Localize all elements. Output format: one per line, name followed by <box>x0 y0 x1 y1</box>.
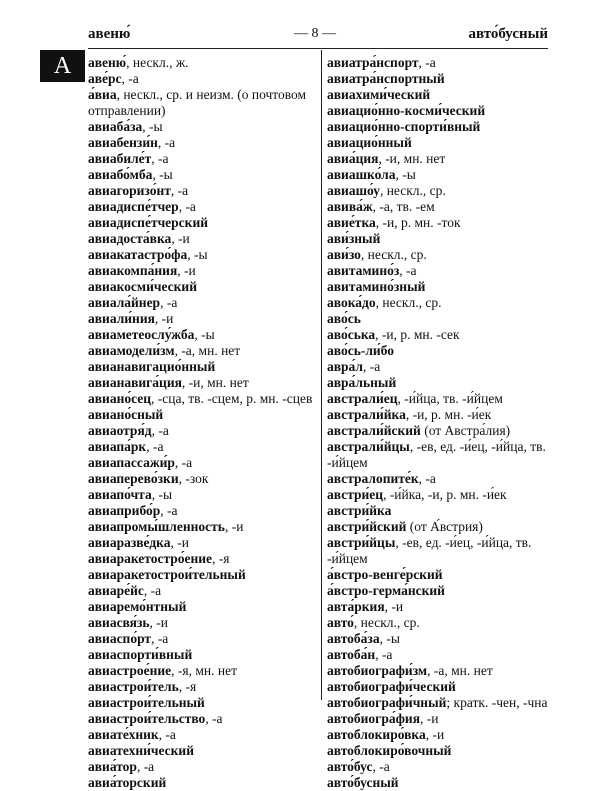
dictionary-entry <box>327 615 552 631</box>
headword: авиапассажи́р <box>88 455 175 470</box>
dictionary-entry <box>327 327 552 343</box>
dictionary-entry <box>327 439 552 471</box>
headword: австрали́йцы <box>327 439 410 454</box>
headword: авиаотря́д <box>88 423 152 438</box>
entry-grammar: , -а <box>146 439 164 454</box>
dictionary-entry <box>88 471 316 487</box>
entry-grammar: , -ы <box>379 631 400 646</box>
headword: авиаперево́зки <box>88 471 179 486</box>
entry-grammar: , -а <box>363 359 381 374</box>
entry-grammar: , -ы <box>151 487 173 502</box>
entry-grammar: (от А́встрия) <box>406 519 483 534</box>
dictionary-entry <box>88 375 316 391</box>
dictionary-entry <box>327 247 552 263</box>
entry-grammar: , -сца, тв. -сцем, р. мн. -сцев <box>151 391 313 406</box>
entry-grammar: , -а, мн. нет <box>174 343 241 358</box>
dictionary-entry <box>88 631 316 647</box>
dictionary-entry <box>327 359 552 375</box>
entry-grammar: , -и, мн. нет <box>378 151 446 166</box>
dictionary-entry <box>88 311 316 327</box>
entry-grammar: , нескл., ср. <box>360 247 427 262</box>
headword: аво́сь-ли́бо <box>327 343 394 358</box>
headword: авиацио́нно-спорти́вный <box>327 119 481 134</box>
entry-grammar: , -а <box>372 759 390 774</box>
entry-grammar: , -а <box>399 263 417 278</box>
header-left-word: авеню́ <box>88 26 131 42</box>
dictionary-entry <box>327 55 552 71</box>
dictionary-entry <box>327 471 552 487</box>
entry-grammar: (от Австра́лия) <box>420 423 511 438</box>
dictionary-entry <box>327 519 552 535</box>
dictionary-entry <box>88 727 316 743</box>
entry-grammar: , -а, мн. нет <box>427 663 493 678</box>
dictionary-entry <box>88 55 316 71</box>
headword: авиаре́йс <box>88 583 144 598</box>
headword: авитамино́зный <box>327 279 426 294</box>
dictionary-entry <box>327 231 552 247</box>
dictionary-entry <box>88 759 316 775</box>
left-column <box>88 55 316 791</box>
headword: авиашко́ла <box>327 167 396 182</box>
dictionary-entry <box>327 775 552 791</box>
entry-grammar: , -а <box>375 647 393 662</box>
headword: авиамодели́зм <box>88 343 175 358</box>
headword: авто́бусный <box>327 775 399 790</box>
headword: авра́л <box>327 359 363 374</box>
dictionary-entry <box>88 151 316 167</box>
headword: авиакомпа́ния <box>88 263 178 278</box>
dictionary-entry <box>88 231 316 247</box>
dictionary-entry <box>327 71 552 87</box>
headword: авиа́торский <box>88 775 167 790</box>
dictionary-entry <box>327 391 552 407</box>
dictionary-entry <box>88 295 316 311</box>
headword: авива́ж <box>327 199 373 214</box>
entry-grammar: , нескл., ср. и неизм. (о почтовом отправлении) <box>88 87 307 118</box>
entry-grammar: , -а <box>418 471 436 486</box>
headword: авианавигацио́нный <box>88 359 216 374</box>
headword: авто́ <box>327 615 354 630</box>
dictionary-entry <box>88 695 316 711</box>
dictionary-entry <box>327 151 552 167</box>
page-number: — 8 — <box>294 26 336 41</box>
entry-grammar: , -ев, ед. -и́ец, -и́йца, тв. -и́йцем <box>327 535 532 566</box>
entry-grammar: , -а <box>170 183 189 198</box>
headword: авиали́ния <box>88 311 155 326</box>
headword: авра́льный <box>327 375 397 390</box>
dictionary-entry <box>327 487 552 503</box>
dictionary-entry <box>327 663 552 679</box>
dictionary-entry <box>327 343 552 359</box>
dictionary-entry <box>88 119 316 135</box>
entry-grammar: , нескл., ср. <box>375 295 442 310</box>
entry-grammar: , -и́йка, -и, р. мн. -и́ек <box>383 487 507 502</box>
dictionary-entry <box>88 775 316 791</box>
entry-grammar: , -а <box>178 199 196 214</box>
dictionary-entry <box>88 711 316 727</box>
entry-grammar: , -ы <box>395 167 416 182</box>
headword: автоблокиро́вочный <box>327 743 452 758</box>
headword: авиа́ция <box>327 151 379 166</box>
dictionary-entry <box>88 663 316 679</box>
headword: авиа́тор <box>88 759 137 774</box>
headword: авиаба́за <box>88 119 143 134</box>
dictionary-entry <box>88 279 316 295</box>
headword: авока́до <box>327 295 376 310</box>
headword: ави́зо <box>327 247 361 262</box>
headword: авиано́сный <box>88 407 164 422</box>
entry-grammar: ; кратк. -чен, -чна <box>446 695 548 710</box>
dictionary-entry <box>88 263 316 279</box>
dictionary-entry <box>88 423 316 439</box>
entry-grammar: , -а <box>174 455 193 470</box>
dictionary-entry <box>88 407 316 423</box>
headword: авто́бус <box>327 759 373 774</box>
entry-grammar: , -и, р. мн. -ток <box>375 215 461 230</box>
dictionary-entry <box>327 599 552 615</box>
headword: авиатра́нспортный <box>327 71 445 86</box>
entry-grammar: , -и <box>224 519 244 534</box>
entry-grammar: , -ев, ед. -и́ец, -и́йца, тв. -и́йцем <box>327 439 546 470</box>
dictionary-entry <box>327 183 552 199</box>
dictionary-entry <box>88 327 316 343</box>
dictionary-entry <box>327 759 552 775</box>
headword: авиаракетостро́ение <box>88 551 213 566</box>
headword: авта́ркия <box>327 599 385 614</box>
headword: австри́йцы <box>327 535 396 550</box>
headword: авиатра́нспорт <box>327 55 419 70</box>
dictionary-entry <box>327 743 552 759</box>
headword: авиаметеослу́жба <box>88 327 195 342</box>
section-letter: А <box>40 50 85 82</box>
headword: австрали́йка <box>327 407 406 422</box>
entry-grammar: , -а <box>151 631 169 646</box>
headword: авеню́ <box>88 55 127 70</box>
headword: авиахими́ческий <box>327 87 431 102</box>
headword: авиакосми́ческий <box>88 279 197 294</box>
headword: авиаракетострои́тельный <box>88 567 246 582</box>
dictionary-entry <box>88 551 316 567</box>
headword: авиаспо́рт <box>88 631 152 646</box>
dictionary-entry <box>327 311 552 327</box>
entry-grammar: , -и, р. мн. -сек <box>375 327 460 342</box>
dictionary-entry <box>88 519 316 535</box>
headword: авианавига́ция <box>88 375 182 390</box>
dictionary-entry <box>88 647 316 663</box>
entry-grammar: , -ы <box>194 327 215 342</box>
headword: авие́тка <box>327 215 376 230</box>
dictionary-entry <box>88 247 316 263</box>
dictionary-entry <box>327 295 552 311</box>
headword: австри́ец <box>327 487 384 502</box>
headword: австралопите́к <box>327 471 419 486</box>
headword: авиастрои́тельный <box>88 695 205 710</box>
headword: автобиогра́фия <box>327 711 420 726</box>
dictionary-entry <box>88 359 316 375</box>
dictionary-entry <box>327 375 552 391</box>
dictionary-entry <box>327 567 552 583</box>
headword: аво́сь <box>327 311 361 326</box>
entry-grammar: , -а <box>151 423 169 438</box>
dictionary-entry <box>88 487 316 503</box>
entry-grammar: , -а <box>158 727 176 742</box>
entry-grammar: , -и <box>177 263 196 278</box>
dictionary-entry <box>327 503 552 519</box>
dictionary-entry <box>88 679 316 695</box>
entry-grammar: , -и, р. мн. -и́ек <box>405 407 492 422</box>
entry-grammar: , -а <box>418 55 436 70</box>
headword: авиала́йнер <box>88 295 161 310</box>
entry-grammar: , -и, мн. нет <box>181 375 249 390</box>
dictionary-entry <box>327 135 552 151</box>
dictionary-entry <box>327 215 552 231</box>
entry-grammar: , -и <box>420 711 439 726</box>
column-divider <box>321 50 322 700</box>
entry-grammar: , -ы <box>152 167 173 182</box>
entry-grammar: , -и <box>171 231 190 246</box>
headword: а́виа <box>88 87 117 102</box>
headword: авиаразве́дка <box>88 535 171 550</box>
dictionary-entry <box>88 135 316 151</box>
headword: автоба́н <box>327 647 376 662</box>
headword: аве́рс <box>88 71 122 86</box>
headword: авиаприбо́р <box>88 503 161 518</box>
headword: авиадиспе́тчерский <box>88 215 209 230</box>
dictionary-entry <box>88 87 316 119</box>
entry-grammar: , -а <box>160 503 178 518</box>
headword: авиаремо́нтный <box>88 599 187 614</box>
headword: авиапромы́шленность <box>88 519 225 534</box>
entry-grammar: , -и <box>149 615 169 630</box>
entry-grammar: , -а <box>151 151 169 166</box>
headword: авиабиле́т <box>88 151 152 166</box>
entry-grammar: , -и <box>154 311 174 326</box>
headword: авиацио́нно-косми́ческий <box>327 103 486 118</box>
dictionary-entry <box>327 695 552 711</box>
headword: а́встро-герма́нский <box>327 583 445 598</box>
dictionary-entry <box>88 183 316 199</box>
headword: австри́йский <box>327 519 407 534</box>
dictionary-entry <box>327 263 552 279</box>
dictionary-entry <box>88 167 316 183</box>
dictionary-entry <box>88 343 316 359</box>
dictionary-entry <box>88 71 316 87</box>
dictionary-entry <box>88 743 316 759</box>
headword: австрали́ец <box>327 391 398 406</box>
headword: авиастрое́ние <box>88 663 172 678</box>
headword: авиадоста́вка <box>88 231 172 246</box>
dictionary-entry <box>327 631 552 647</box>
dictionary-entry <box>327 167 552 183</box>
dictionary-entry <box>327 583 552 599</box>
headword: авиабо́мба <box>88 167 153 182</box>
headword: авиапо́чта <box>88 487 152 502</box>
dictionary-entry <box>327 535 552 567</box>
headword: авиакатастро́фа <box>88 247 188 262</box>
dictionary-entry <box>88 455 316 471</box>
headword: автобиографи́зм <box>327 663 428 678</box>
entry-grammar: , -я <box>212 551 230 566</box>
headword: авиагоризо́нт <box>88 183 171 198</box>
dictionary-entry <box>327 279 552 295</box>
entry-grammar: , -а <box>121 71 139 86</box>
dictionary-entry <box>88 391 316 407</box>
headword: а́встро-венге́рский <box>327 567 443 582</box>
entry-grammar: , -и <box>170 535 189 550</box>
headword: авиасвя́зь <box>88 615 150 630</box>
entry-grammar: , нескл., ср. <box>353 615 420 630</box>
entry-grammar: , нескл., ж. <box>126 55 189 70</box>
headword: автоба́за <box>327 631 380 646</box>
headword: ави́зный <box>327 231 381 246</box>
page-header <box>88 26 548 46</box>
headword: авиабензи́н <box>88 135 158 150</box>
dictionary-entry <box>327 199 552 215</box>
entry-grammar: , -а <box>143 583 162 598</box>
entry-grammar: , -я, мн. нет <box>171 663 237 678</box>
header-rule <box>88 48 548 49</box>
headword: автобиографи́чный <box>327 695 447 710</box>
headword: авиано́сец <box>88 391 152 406</box>
dictionary-entry <box>88 615 316 631</box>
dictionary-entry <box>88 439 316 455</box>
headword: авиаспорти́вный <box>88 647 193 662</box>
entry-grammar: , -ы <box>142 119 163 134</box>
dictionary-entry <box>88 199 316 215</box>
headword: авиастрои́тельство <box>88 711 206 726</box>
headword: авитамино́з <box>327 263 400 278</box>
dictionary-entry <box>88 503 316 519</box>
entry-grammar: , -а <box>205 711 223 726</box>
headword: авиашо́у <box>327 183 380 198</box>
headword: авиадиспе́тчер <box>88 199 179 214</box>
entry-grammar: , -зок <box>178 471 209 486</box>
entry-grammar: , -а <box>136 759 155 774</box>
header-right-word: авто́бусный <box>468 26 548 42</box>
entry-grammar: , -а <box>157 135 176 150</box>
entry-grammar: , -я <box>178 679 197 694</box>
dictionary-entry <box>88 599 316 615</box>
headword: австри́йка <box>327 503 392 518</box>
entry-grammar: , -и <box>384 599 404 614</box>
dictionary-entry <box>327 647 552 663</box>
dictionary-entry <box>327 423 552 439</box>
dictionary-entry <box>327 87 552 103</box>
headword: авиате́хник <box>88 727 159 742</box>
right-column <box>327 55 552 791</box>
entry-grammar: , -а <box>160 295 178 310</box>
dictionary-entry <box>327 407 552 423</box>
headword: автобиографи́ческий <box>327 679 456 694</box>
dictionary-entry <box>327 119 552 135</box>
entry-grammar: , -и́йца, тв. -и́йцем <box>397 391 503 406</box>
headword: аво́ська <box>327 327 376 342</box>
dictionary-entry <box>88 215 316 231</box>
dictionary-entry <box>88 583 316 599</box>
entry-grammar: , -а, тв. -ем <box>372 199 435 214</box>
entry-grammar: , нескл., ср. <box>379 183 446 198</box>
dictionary-entry <box>88 535 316 551</box>
headword: авиацио́нный <box>327 135 412 150</box>
entry-grammar: , -ы <box>187 247 208 262</box>
headword: австрали́йский <box>327 423 421 438</box>
headword: авиапа́рк <box>88 439 147 454</box>
dictionary-entry <box>327 679 552 695</box>
dictionary-entry <box>88 567 316 583</box>
entry-grammar: , -и <box>425 727 445 742</box>
dictionary-entry <box>327 103 552 119</box>
headword: автоблокиро́вка <box>327 727 426 742</box>
headword: авиастрои́тель <box>88 679 179 694</box>
headword: авиатехни́ческий <box>88 743 194 758</box>
dictionary-entry <box>327 727 552 743</box>
dictionary-entry <box>327 711 552 727</box>
